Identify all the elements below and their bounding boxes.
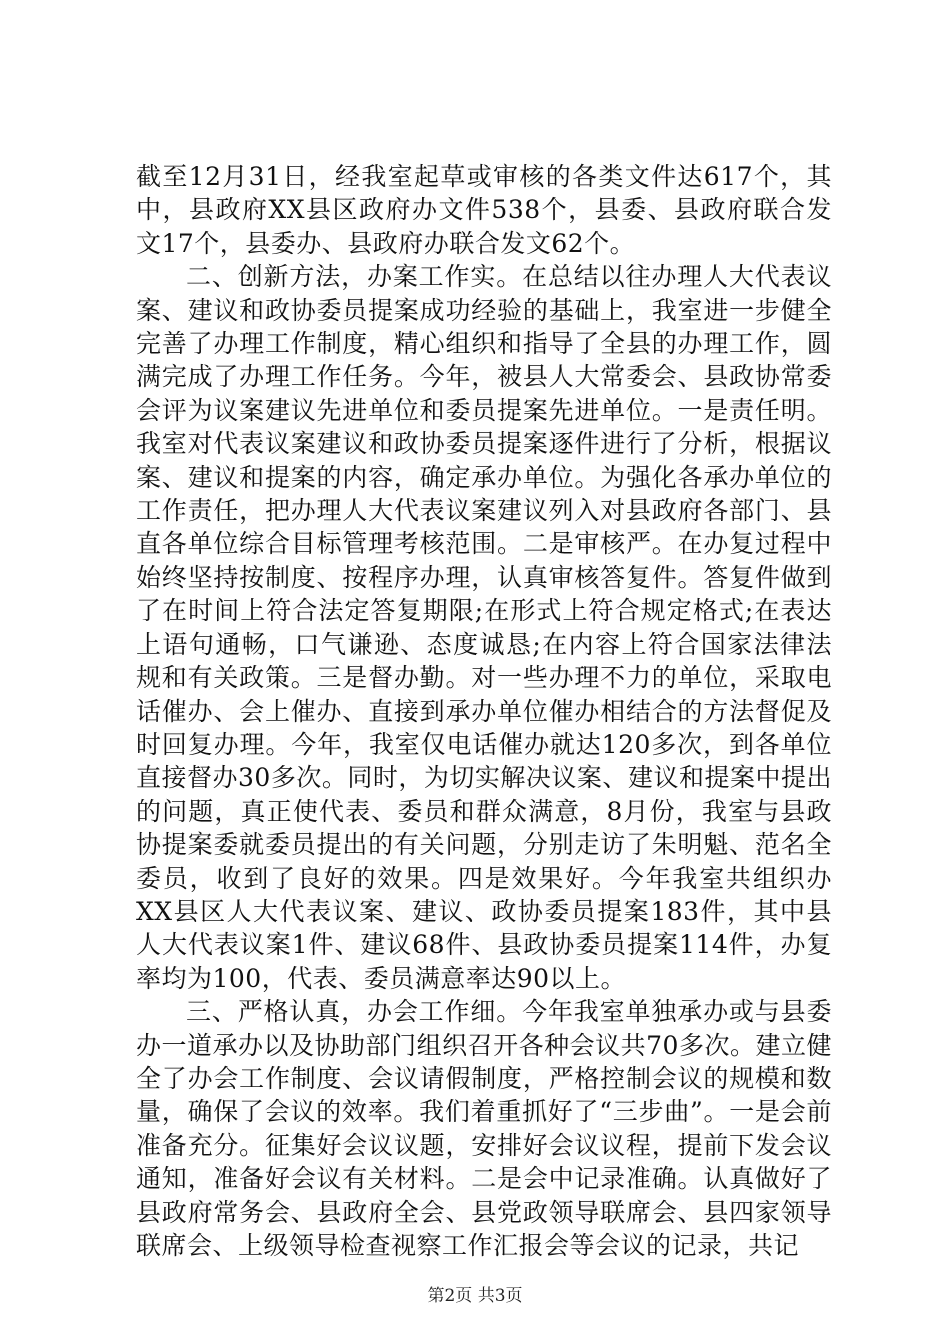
paragraph-continuation: 截至12月31日，经我室起草或审核的各类文件达617个，其中，县政府XX县区政府办文件538个，县委、县政府联合发文17个，县委办、县政府办联合发文62个。 <box>136 162 832 258</box>
document-body <box>136 160 832 1262</box>
paragraph-section-three: 三、严格认真，办会工作细。今年我室单独承办或与县委办一道承办以及协助部门组织召开各种会议共70多次。建立健全了办会工作制度、会议请假制度，严格控制会议的规模和数量，确保了会议的效率。我们着重抓好了“三步曲”。一是会前准备充分。征集好会议议题，安排好会议议程，提前下发会议通知，准备好会议有关材料。二是会中记录准确。认真做好了县政府常务会、县政府全会、县党政领导联席会、县四家领导联席会、上级领导检查视察工作汇报会等会议的记录，共记 <box>136 997 832 1260</box>
page-footer: 第2页 共3页 <box>427 1286 523 1306</box>
paragraph-section-two: 二、创新方法，办案工作实。在总结以往办理人大代表议案、建议和政协委员提案成功经验的基础上，我室进一步健全完善了办理工作制度，精心组织和指导了全县的办理工作，圆满完成了办理工作任务。今年，被县人大常委会、县政协常委会评为议案建议先进单位和委员提案先进单位。一是责任明。我室对代表议案建议和政协委员提案逐件进行了分析，根据议案、建议和提案的内容，确定承办单位。为强化各承办单位的工作责任，把办理人大代表议案建议列入对县政府各部门、县直各单位综合目标管理考核范围。二是审核严。在办复过程中始终坚持按制度、按程序办理，认真审核答复件。答复件做到了在时间上符合法定答复期限;在形式上符合规定格式;在表达上语句通畅，口气谦逊、态度诚恳;在内容上符合国家法律法规和有关政策。三是督办勤。对一些办理不力的单位，采取电话催办、会上催办、直接到承办单位催办相结合的方法督促及时回复办理。今年，我室仅电话催办就达120多次，到各单位直接督办30多次。同时，为切实解决议案、建议和提案中提出的问题，真正使代表、委员和群众满意，8月份，我室与县政协提案委就委员提出的有关问题，分别走访了朱明魁、范名全委员，收到了良好的效果。四是效果好。今年我室共组织办XX县区人大代表议案、建议、政协委员提案183件，其中县人大代表议案1件、建议68件、县政协委员提案114件，办复率均为100，代表、委员满意率达90以上。 <box>136 262 832 993</box>
